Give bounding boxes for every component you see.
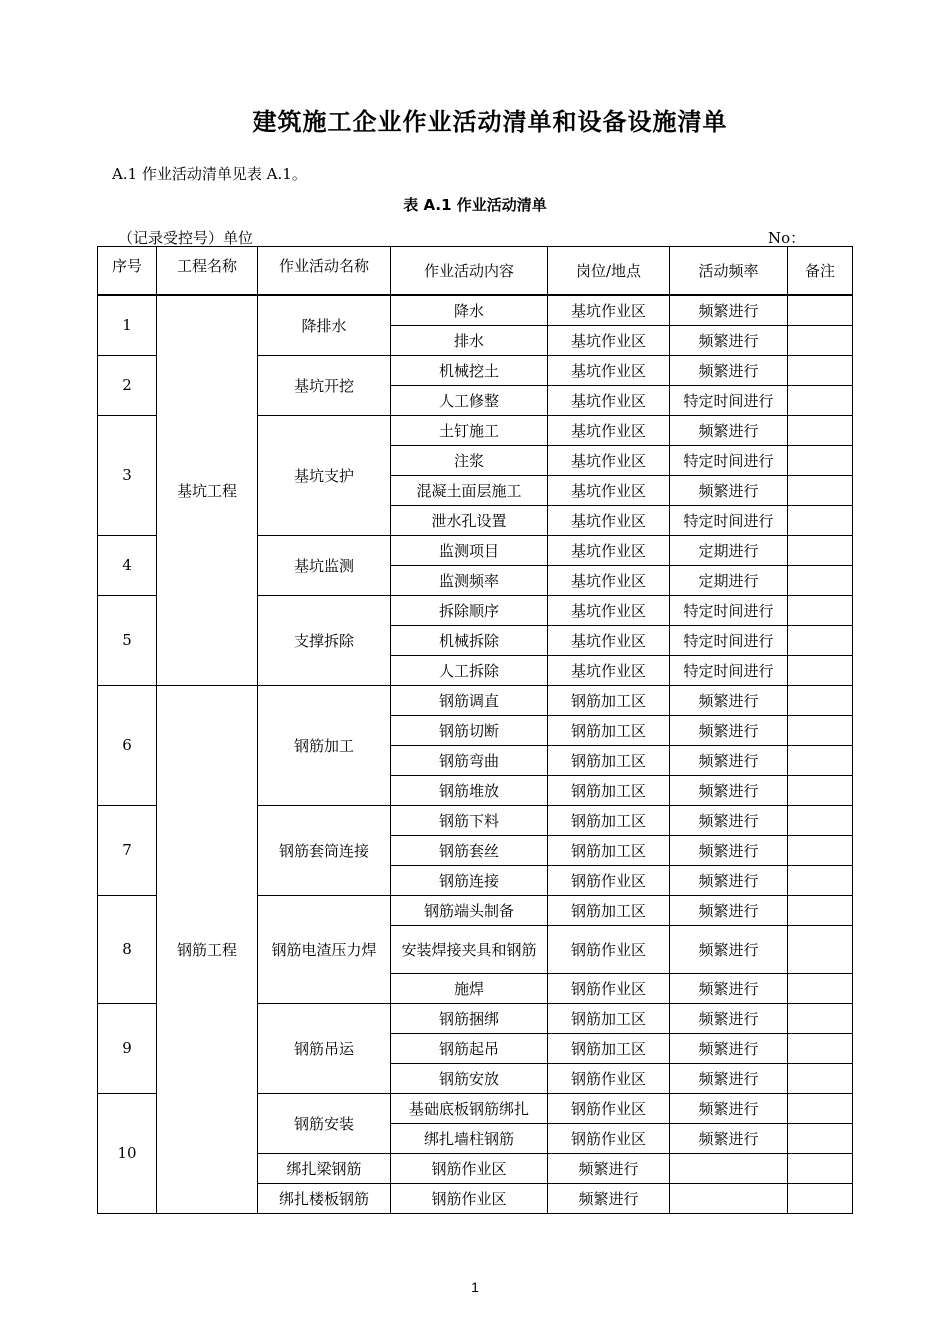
- post-cell: 基坑作业区: [548, 655, 670, 685]
- remark-cell: [788, 1183, 853, 1213]
- frequency-cell: 频繁进行: [670, 1063, 788, 1093]
- post-cell: 钢筋作业区: [548, 865, 670, 895]
- activity-name-cell: 降排水: [258, 295, 391, 355]
- content-cell: 钢筋起吊: [391, 1033, 548, 1063]
- activity-name-cell: 绑扎梁钢筋: [258, 1153, 391, 1183]
- frequency-cell: 频繁进行: [670, 865, 788, 895]
- post-cell: 基坑作业区: [548, 595, 670, 625]
- post-cell: 钢筋加工区: [548, 895, 670, 925]
- remark-cell: [788, 385, 853, 415]
- post-cell: 钢筋加工区: [548, 805, 670, 835]
- remark-cell: [788, 865, 853, 895]
- frequency-cell: 特定时间进行: [670, 445, 788, 475]
- frequency-cell: 频繁进行: [670, 973, 788, 1003]
- header-post: 岗位/地点: [548, 247, 670, 296]
- frequency-cell: 频繁进行: [670, 835, 788, 865]
- remark-cell: [788, 295, 853, 325]
- frequency-cell: 频繁进行: [670, 475, 788, 505]
- frequency-cell: 特定时间进行: [670, 625, 788, 655]
- remark-cell: [788, 355, 853, 385]
- content-cell: 降水: [391, 295, 548, 325]
- frequency-cell: 频繁进行: [670, 415, 788, 445]
- remark-cell: [788, 475, 853, 505]
- unit-label: （记录受控号）单位: [118, 229, 254, 247]
- remark-cell: [788, 715, 853, 745]
- remark-cell: [788, 745, 853, 775]
- header-seq: 序号: [98, 247, 157, 296]
- content-cell: 钢筋切断: [391, 715, 548, 745]
- header-frequency: 活动频率: [670, 247, 788, 296]
- frequency-cell: 频繁进行: [548, 1153, 670, 1183]
- frequency-cell: 频繁进行: [670, 715, 788, 745]
- remark-cell: [788, 685, 853, 715]
- page-number: 1: [471, 1279, 479, 1295]
- table-row: [98, 685, 853, 715]
- remark-cell: [788, 445, 853, 475]
- activity-name-cell: 钢筋套筒连接: [258, 805, 391, 895]
- post-cell: 钢筋作业区: [548, 1063, 670, 1093]
- header-content: 作业活动内容: [391, 247, 548, 296]
- empty-cell: [670, 1153, 788, 1183]
- frequency-cell: 特定时间进行: [670, 385, 788, 415]
- frequency-cell: 频繁进行: [670, 355, 788, 385]
- frequency-cell: 频繁进行: [670, 685, 788, 715]
- table-caption: 表 A.1 作业活动清单: [403, 196, 547, 214]
- post-cell: 基坑作业区: [548, 445, 670, 475]
- remark-cell: [788, 655, 853, 685]
- frequency-cell: 特定时间进行: [670, 655, 788, 685]
- activity-table: [97, 246, 853, 1214]
- frequency-cell: 频繁进行: [670, 1033, 788, 1063]
- remark-cell: [788, 805, 853, 835]
- activity-name-cell: 基坑开挖: [258, 355, 391, 415]
- content-cell: 拆除顺序: [391, 595, 548, 625]
- content-cell: 钢筋堆放: [391, 775, 548, 805]
- activity-name-cell: 钢筋吊运: [258, 1003, 391, 1093]
- post-cell: 基坑作业区: [548, 355, 670, 385]
- post-cell: 钢筋加工区: [548, 685, 670, 715]
- header-activity-name: 作业活动名称: [258, 247, 391, 296]
- content-cell: 钢筋套丝: [391, 835, 548, 865]
- empty-cell: [670, 1183, 788, 1213]
- post-cell: 基坑作业区: [548, 325, 670, 355]
- activity-name-cell: 钢筋加工: [258, 685, 391, 805]
- remark-cell: [788, 1033, 853, 1063]
- content-cell: 钢筋端头制备: [391, 895, 548, 925]
- frequency-cell: 定期进行: [670, 565, 788, 595]
- frequency-cell: 频繁进行: [670, 295, 788, 325]
- seq-cell: 5: [98, 595, 157, 685]
- activity-name-cell: 钢筋电渣压力焊: [258, 895, 391, 1003]
- post-cell: 钢筋加工区: [548, 835, 670, 865]
- content-cell: 混凝土面层施工: [391, 475, 548, 505]
- seq-cell: 4: [98, 535, 157, 595]
- seq-cell: 9: [98, 1003, 157, 1093]
- seq-cell: 8: [98, 895, 157, 1003]
- post-cell: 钢筋加工区: [548, 775, 670, 805]
- post-cell: 基坑作业区: [548, 385, 670, 415]
- frequency-cell: 频繁进行: [670, 1123, 788, 1153]
- post-cell: 基坑作业区: [548, 625, 670, 655]
- post-cell: 基坑作业区: [548, 535, 670, 565]
- content-cell: 人工拆除: [391, 655, 548, 685]
- remark-cell: [788, 775, 853, 805]
- content-cell: 机械挖土: [391, 355, 548, 385]
- post-cell: 基坑作业区: [548, 565, 670, 595]
- activity-name-cell: 钢筋安装: [258, 1093, 391, 1153]
- remark-cell: [788, 415, 853, 445]
- remark-cell: [788, 325, 853, 355]
- content-cell: 钢筋下料: [391, 805, 548, 835]
- frequency-cell: 频繁进行: [670, 775, 788, 805]
- remark-cell: [788, 595, 853, 625]
- seq-cell: 7: [98, 805, 157, 895]
- remark-cell: [788, 505, 853, 535]
- content-cell: 施焊: [391, 973, 548, 1003]
- post-cell: 钢筋作业区: [548, 1123, 670, 1153]
- activity-name-cell: 基坑支护: [258, 415, 391, 535]
- project-cell: 钢筋工程: [157, 685, 258, 1213]
- content-cell: 钢筋调直: [391, 685, 548, 715]
- remark-cell: [788, 1123, 853, 1153]
- record-number-label: No：: [768, 229, 806, 247]
- remark-cell: [788, 1093, 853, 1123]
- content-cell: 泄水孔设置: [391, 505, 548, 535]
- remark-cell: [788, 925, 853, 973]
- frequency-cell: 频繁进行: [670, 1093, 788, 1123]
- page-title: 建筑施工企业作业活动清单和设备设施清单: [252, 108, 728, 136]
- activity-name-cell: 基坑监测: [258, 535, 391, 595]
- frequency-cell: 频繁进行: [670, 1003, 788, 1033]
- seq-cell: 6: [98, 685, 157, 805]
- remark-cell: [788, 565, 853, 595]
- content-cell: 监测频率: [391, 565, 548, 595]
- table-row: [98, 295, 853, 325]
- content-cell: 监测项目: [391, 535, 548, 565]
- remark-cell: [788, 973, 853, 1003]
- seq-cell: 10: [98, 1093, 157, 1213]
- table-header-row: [98, 247, 853, 296]
- post-cell: 钢筋加工区: [548, 1003, 670, 1033]
- content-cell: 绑扎墙柱钢筋: [391, 1123, 548, 1153]
- post-cell: 基坑作业区: [548, 295, 670, 325]
- frequency-cell: 频繁进行: [670, 925, 788, 973]
- frequency-cell: 特定时间进行: [670, 505, 788, 535]
- post-cell: 钢筋作业区: [548, 925, 670, 973]
- content-cell: 安装焊接夹具和钢筋: [391, 925, 548, 973]
- frequency-cell: 特定时间进行: [670, 595, 788, 625]
- frequency-cell: 频繁进行: [670, 325, 788, 355]
- post-cell: 钢筋作业区: [548, 973, 670, 1003]
- content-cell: 钢筋连接: [391, 865, 548, 895]
- content-cell: 人工修整: [391, 385, 548, 415]
- remark-cell: [788, 1153, 853, 1183]
- remark-cell: [788, 1063, 853, 1093]
- seq-cell: 3: [98, 415, 157, 535]
- content-cell: 钢筋捆绑: [391, 1003, 548, 1033]
- activity-name-cell: 支撑拆除: [258, 595, 391, 685]
- post-cell: 基坑作业区: [548, 475, 670, 505]
- content-cell: 基础底板钢筋绑扎: [391, 1093, 548, 1123]
- post-cell: 钢筋加工区: [548, 1033, 670, 1063]
- intro-text: A.1 作业活动清单见表 A.1。: [112, 165, 307, 183]
- activity-name-cell: 绑扎楼板钢筋: [258, 1183, 391, 1213]
- frequency-cell: 频繁进行: [670, 745, 788, 775]
- frequency-cell: 频繁进行: [670, 805, 788, 835]
- header-remark: 备注: [788, 247, 853, 296]
- content-cell: 土钉施工: [391, 415, 548, 445]
- post-cell: 钢筋作业区: [391, 1153, 548, 1183]
- frequency-cell: 定期进行: [670, 535, 788, 565]
- seq-cell: 1: [98, 295, 157, 355]
- content-cell: 排水: [391, 325, 548, 355]
- post-cell: 钢筋作业区: [391, 1183, 548, 1213]
- remark-cell: [788, 895, 853, 925]
- content-cell: 机械拆除: [391, 625, 548, 655]
- seq-cell: 2: [98, 355, 157, 415]
- header-project: 工程名称: [157, 247, 258, 296]
- frequency-cell: 频繁进行: [548, 1183, 670, 1213]
- remark-cell: [788, 625, 853, 655]
- content-cell: 钢筋安放: [391, 1063, 548, 1093]
- post-cell: 钢筋加工区: [548, 745, 670, 775]
- content-cell: 钢筋弯曲: [391, 745, 548, 775]
- post-cell: 钢筋加工区: [548, 715, 670, 745]
- post-cell: 钢筋作业区: [548, 1093, 670, 1123]
- remark-cell: [788, 535, 853, 565]
- content-cell: 注浆: [391, 445, 548, 475]
- remark-cell: [788, 835, 853, 865]
- project-cell: 基坑工程: [157, 295, 258, 685]
- remark-cell: [788, 1003, 853, 1033]
- post-cell: 基坑作业区: [548, 415, 670, 445]
- post-cell: 基坑作业区: [548, 505, 670, 535]
- frequency-cell: 频繁进行: [670, 895, 788, 925]
